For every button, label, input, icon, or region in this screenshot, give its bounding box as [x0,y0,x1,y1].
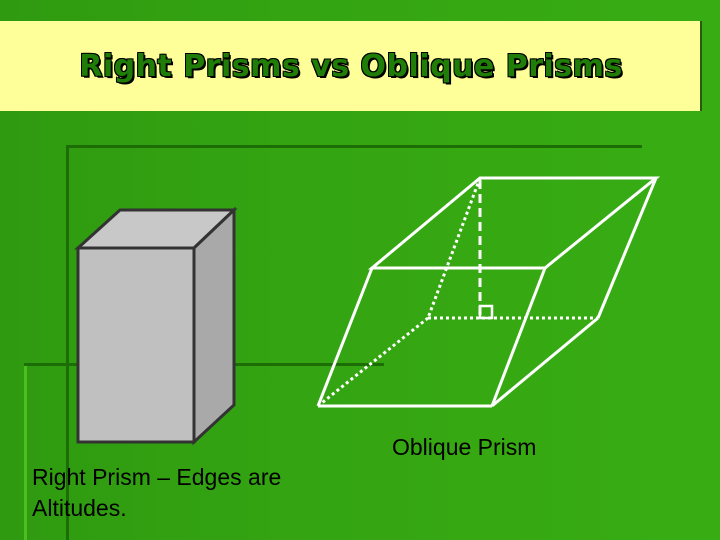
slide-title: Right Prisms vs Oblique Prisms [79,48,623,84]
right-prism-caption: Right Prism – Edges are Altitudes. [32,464,282,521]
right-prism-side-face [194,210,234,442]
oblique-prism-caption: Oblique Prism [392,434,537,460]
right-prism [78,210,234,442]
oblique-prism [318,178,656,406]
right-angle-marker-icon [480,306,492,318]
oblique-prism-lateral-edge-front-left [318,268,372,406]
oblique-prism-lateral-edge-back-right [598,178,656,318]
oblique-prism-top-face [372,178,656,268]
right-prism-front-face [78,248,194,442]
